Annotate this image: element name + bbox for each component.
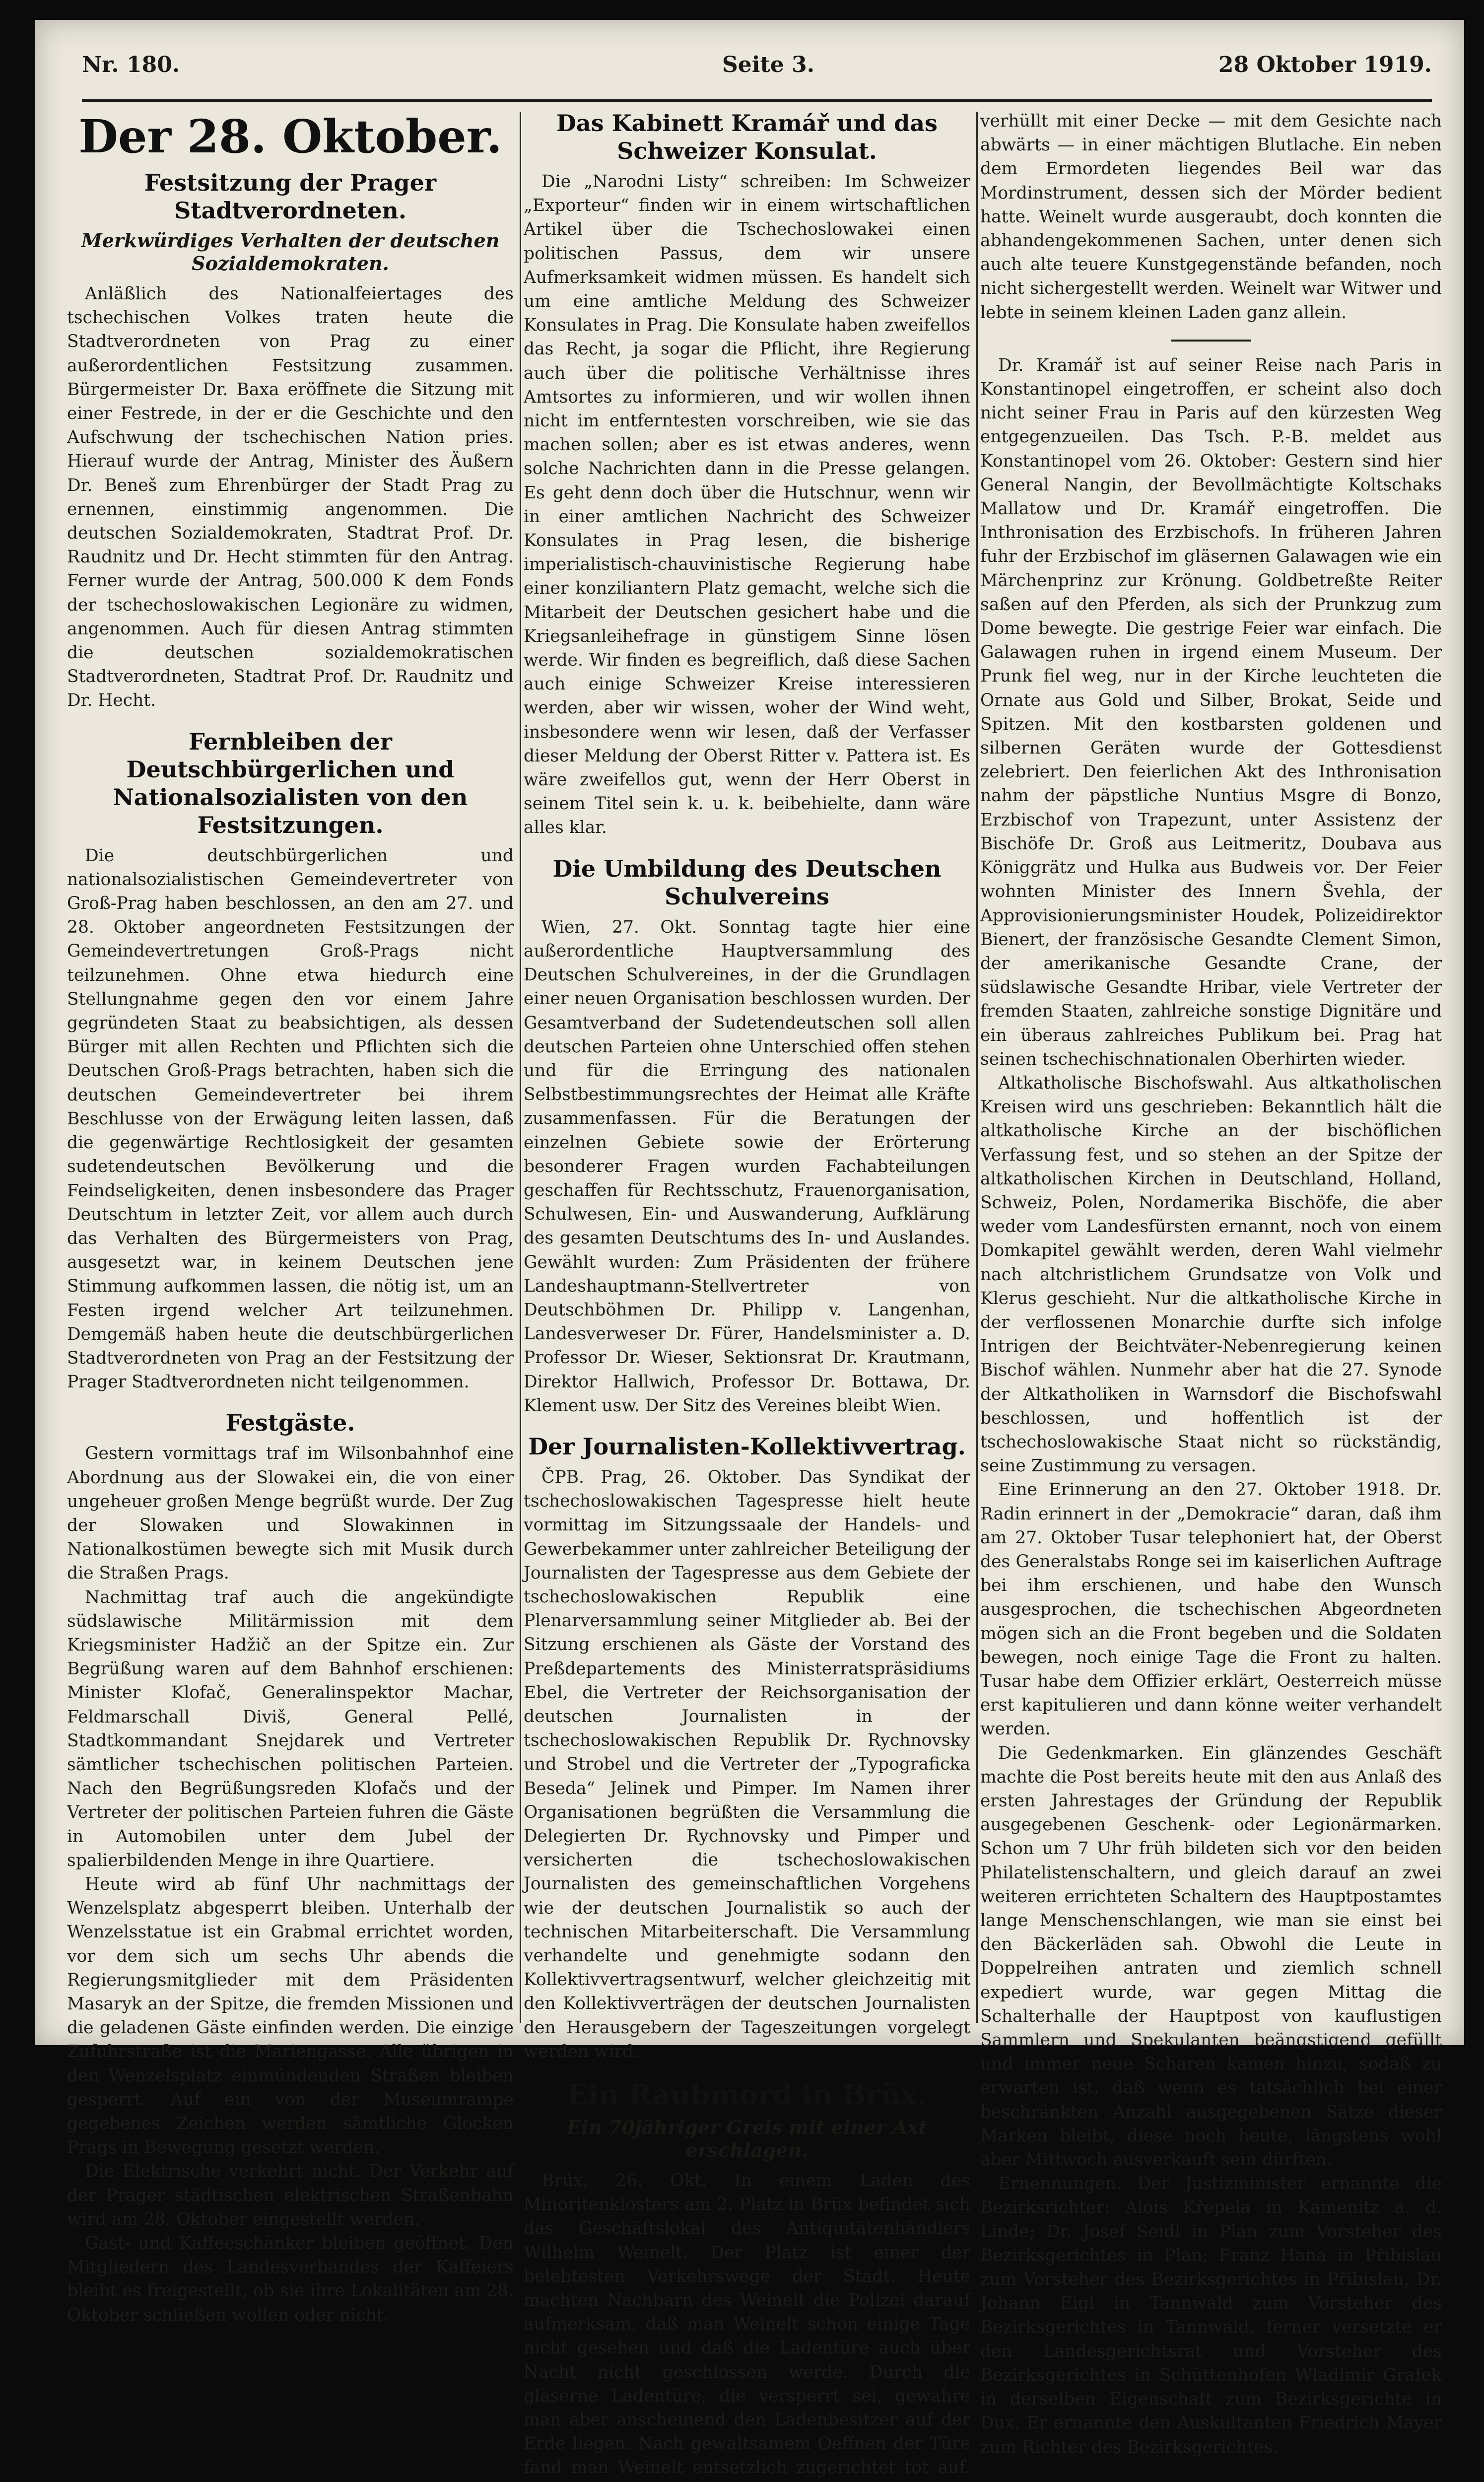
article-body: ČPB. Prag, 26. Oktober. Das Syndikat der tschechoslowakischen Tagespresse hielt heute vormittag im Sitzungssaale der Handels- und Gewerbekammer unter zahlreicher Beteiligung der Journalisten der Tagespresse aus dem Gebiete der tschechoslowakischen Republik eine Plenarversammlung seiner Mitglieder ab. Bei der Sitzung erschienen als Gäste der Vorstand des Preßdepartements des Ministerratspräsidiums Ebel, die Vertreter der Reichsorganisation der deutschen Journalisten in der tschechoslowakischen Republik Dr. Rychnovsky und Strobel und die Vertreter der „Typograficka Beseda“ Jelinek und Pimper. Im Namen ihrer Organisationen begrüßten die Versammlung die Delegierten Dr. Rychnovsky und Pimper und versicherten die tschechoslowakischen Journalisten des gemeinschaftlichen Vorgehens wie der deutschen Journalistik so auch der technischen Mitarbeiterschaft. Die Versammlung verhandelte und genehmigte sodann den Kollektivvertragsentwurf, welcher gleichzeitig mit den Kollektivverträgen der deutschen Journalisten den Herausgebern der Tageszeitungen vorgelegt werden wird.: [524, 1467, 970, 2062]
article-kabinett-kramar: [524, 109, 970, 840]
article-body: Anläßlich des Nationalfeiertages des tschechischen Volkes traten heute die Stadtverordneten von Prag zu einer außerordentlichen Festsitzung zusammen. Bürgermeister Dr. Baxa eröffnete die Sitzung mit einer Festrede, in der er die Geschichte und den Aufschwung der tschechischen Nation pries. Hierauf wurde der Antrag, Minister des Äußern Dr. Beneš zum Ehrenbürger der Stadt Prag zu ernennen, einstimmig angenommen. Die deutschen Sozialdemokraten, Stadtrat Prof. Dr. Raudnitz und Dr. Hecht stimmten für den Antrag. Ferner wurde der Antrag, 500.000 K dem Fonds der tschechoslowakischen Legionäre zu widmen, angenommen. Auch für diesen Antrag stimmten die deutschen sozialdemokratischen Stadtverordneten, Stadtrat Prof. Dr. Raudnitz und Dr. Hecht.: [67, 284, 514, 711]
column-1: [67, 109, 514, 2325]
article-title: Das Kabinett Kramář und das Schweizer Konsulat.: [556, 110, 938, 164]
article-body: Die deutschbürgerlichen und nationalsozialistischen Gemeindevertreter von Groß-Prag haben beschlossen, an den am 27. und 28. Oktober angeordneten Festsitzungen der Gemeindevertretungen Groß-Prags nicht teilzunehmen. Ohne etwa hiedurch eine Stellungnahme gegen den vor einem Jahre gegründeten Staat zu beabsichtigen, als dessen Bürger mit allen Rechten und Pflichten sich die Deutschen Groß-Prags betrachten, haben sich die deutschen Gemeindevertreter bei ihrem Beschlusse von der Erwägung leiten lassen, daß die gegenwärtige Rechtlosigkeit der gesamten sudetendeutschen Bevölkerung und die Feindseligkeiten, denen insbesondere das Prager Deutschtum in letzter Zeit, vor allem auch durch das Verhalten des Bürgermeisters von Prag, ausgesetzt war, in keinem Deutschen jene Stimmung aufkommen lassen, die nötig ist, um an Festen irgend welcher Art teilzunehmen. Demgemäß haben heute die deutschbürgerlichen Stadtverordneten von Prag an der Festsitzung der Prager Stadtverordneten nicht teilgenommen.: [67, 845, 514, 1392]
article-body: verhüllt mit einer Decke — mit dem Gesichte nach abwärts — in einer mächtigen Blutlache. Ein neben dem Ermordeten liegendes Beil war das Mordinstrument, dessen sich der Mörder bedient hatte. Weinelt wurde ausgeraubt, doch konnten die abhandengekommenen Sachen, unter denen sich auch alte teuere Kunstgegenstände befanden, noch nicht sichergestellt werden. Weinelt war Witwer und lebte in seinem kleinen Laden ganz allein.: [980, 111, 1442, 323]
article-title: Der 28. Oktober.: [78, 110, 502, 163]
paragraph: Gestern vormittags traf im Wilsonbahnhof eine Abordnung aus der Slowakei ein, die von einer ungeheuer großen Menge begrüßt wurde. Der Zug der Slowaken und Slowakinnen in Nationalkostümen bewegte sich mit Musik durch die Straßen Prags.: [67, 1444, 514, 1584]
article-title: Der Journalisten-Kollektivvertrag.: [528, 1433, 966, 1460]
paragraph: Ernennungen. Der Justizminister ernannte die Bezirksrichter: Alois Křepela in Kamenitz a. d. Linde; Dr. Josef Seidl in Plan zum Vorsteher des Bezirksgerichtes in Plan; Franz Hana in Přibislau zum Vorsteher des Bezirksgerichtes in Přibislau, Dr. Johann Eigl in Tannwald zum Vorsteher des Bezirksgerichtes in Tannwald, ferner versetzte er den Landesgerichtsrat und Vorsteher des Bezirksgerichtes in Schüttenhofen Wladimir Grafek in derselben Eigenschaft zum Bezirksgerichte in Dux. Er ernannte den Auskultanten Friedrich Mayer zum Richter des Bezirksgerichtes.: [980, 2174, 1442, 2457]
issue-number: Nr. 180.: [82, 52, 180, 77]
article-schulverein: [524, 855, 970, 1418]
paragraph: Die Gedenkmarken. Ein glänzendes Geschäft machte die Post bereits heute mit den aus Anlaß des ersten Jahrestages der Gründung der Republik ausgegebenen Geschenk- oder Legionärmarken. Schon um 7 Uhr früh bildeten sich vor den beiden Philatelistenschaltern, und gleich darauf an zwei weiteren errichteten Schaltern des Hauptpostamtes lange Menschenschlangen, wie man sie einst bei den Bäckerläden sah. Obwohl die Leute in Doppelreihen antraten und ziemlich schnell expediert wurde, war gegen Mittag die Schalterhalle der Hauptpost von kauflustigen Sammlern und Spekulanten beängstigend gefüllt und immer neue Scharen kamen hinzu, sodaß zu erwarten ist, daß wenn es tatsächlich bei einer beschränkten Anzahl ausgegebenen Sätze dieser Marken bleibt, diese noch heute, längstens wohl aber Mittwoch ausverkauft sein dürften.: [980, 1743, 1442, 2170]
article-journalisten: [524, 1433, 970, 2064]
section-divider: [1171, 340, 1251, 342]
article-body: Wien, 27. Okt. Sonntag tagte hier eine außerordentliche Hauptversammlung des Deutschen Schulvereines, in der die Grundlagen einer neuen Organisation beschlossen wurden. Der Gesamtverband der Sudetendeutschen soll allen deutschen Parteien ohne Unterschied offen stehen und für die Erringung des nationalen Selbstbestimmungsrechtes der Heimat alle Kräfte zusammenfassen. Für die Beratungen der einzelnen Gebiete sowie der Erörterung besonderer Fragen wurden Fachabteilungen geschaffen für Rechtsschutz, Frauenorganisation, Schulwesen, Ein- und Auswanderung, Aufklärung des gesamten Deutschtums des In- und Auslandes. Gewählt wurden: Zum Präsidenten der frühere Landeshauptmann-Stellvertreter von Deutschböhmen Dr. Philipp v. Langenhan, Landesverweser Dr. Fürer, Handelsminister a. D. Professor Dr. Wieser, Sektionsrat Dr. Krautmann, Direktor Hallwich, Professor Dr. Bottawa, Dr. Klement usw. Der Sitz des Vereines bleibt Wien.: [524, 917, 970, 1416]
paragraph: Eine Erinnerung an den 27. Oktober 1918. Dr. Radin erinnert in der „Demokracie“ daran, daß ihm am 27. Oktober Tusar telephoniert hat, der Oberst des Generalstabs Ronge sei im kaiserlichen Auftrage bei ihm erschienen, und habe den Wunsch ausgesprochen, die tschechischen Abgeordneten mögen sich an die Front begeben und die Soldaten bewegen, noch einige Tage die Front zu halten. Tusar habe dem Offizier erklärt, Oesterreich müsse erst kapitulieren und dann könne weiter verhandelt werden.: [980, 1480, 1442, 1739]
header-rule: [82, 99, 1432, 102]
article-title: Fernbleiben der Deutschbürgerlichen und Nationalsozialisten von den Festsitzungen.: [113, 728, 468, 838]
article-festgaeste: [67, 1409, 514, 2327]
column-2: [524, 109, 970, 2478]
page-number: Seite 3.: [722, 52, 815, 77]
article-title: Ein Raubmord in Brüx.: [567, 2078, 927, 2112]
paragraph: Altkatholische Bischofswahl. Aus altkatholischen Kreisen wird uns geschrieben: Bekanntlich hält die altkatholische Kirche an der bischöflichen Verfassung fest, und so stehen an der Spitze der altkatholischen Kirchen in Deutschland, Holland, Schweiz, Polen, Nordamerika Bischöfe, die aber weder vom Landesfürsten ernannt, noch von einem Domkapitel gewählt werden, deren Wahl vielmehr nach altchristlichem Grundsatze von Volk und Klerus geschieht. Nur die altkatholische Kirche in der verflossenen Monarchie durfte sich infolge Intrigen der Beichtväter-Nebenregierung keinen Bischof wählen. Nunmehr aber hat die 27. Synode der Altkatholiken in Warnsdorf die Bischofswahl beschlossen, und hoffentlich ist der tschechoslowakische Staat nicht so rückständig, seine Zustimmung zu versagen.: [980, 1073, 1442, 1476]
column-3: [980, 109, 1442, 2457]
article-body: Brüx, 26. Okt. In einem Laden des Minoritenklosters am 2. Platz in Brüx befindet sich das Geschäftslokal des Antiquitätenhändlers Wilhelm Weinelt. Der Platz ist einer der belebtesten Verkehrswege der Stadt. Heute machten Nachbarn des Weinelt die Polizei darauf aufmerksam, daß man Weinelt schon einige Tage nicht gesehen und daß die Ladentüre auch über Nacht nicht geschlossen werde. Durch die gläserne Ladentüre, die versperrt sei, gewahre man aber anscheinend den Ladenbesitzer auf der Erde liegen. Nach gewaltsamem Oeffnen der Türe fand man Weinelt entsetzlich zugerichtet tot auf.: [524, 2171, 970, 2478]
paragraph: Dr. Kramář ist auf seiner Reise nach Paris in Konstantinopel eingetroffen, er scheint also doch nicht seiner Frau in Paris auf den kürzesten Weg entgegenzueilen. Das Tsch. P.-B. meldet aus Konstantinopel vom 26. Oktober: Gestern sind hier General Nangin, der Bevollmächtigte Koltschaks Mallatow und Dr. Kramář eingetroffen. Die Inthronisation des Erzbischofs. In früheren Jahren fuhr der Erzbischof im gläsernen Galawagen wie ein Märchenprinz zur Krönung. Goldbetreßte Reiter saßen auf den Pferden, als sich der Prunkzug zum Dome bewegte. Die gestrige Feier war einfach. Die Galawagen ruhen in irgend einem Museum. Der Prunk fiel weg, nur in der Kirche leuchteten die Ornate aus Gold und Silber, Brokat, Seide und Spitzen. Mit den kostbarsten goldenen und silbernen Geräten wurde der Gottesdienst zelebriert. Den feierlichen Akt des Inthronisation nahm der päpstliche Nuntius Msgre di Bonzo, Erzbischof von Trapezunt, unter Assistenz der Bischöfe Dr. Groß aus Leitmeritz, Doubava aus Königgrätz und Hulka aus Budweis vor. Der Feier wohnten Minister des Innern Švehla, der Approvisionierungsminister Houdek, Polizeidirektor Bienert, der französische Gesandte Clement Simon, der amerikanische Gesandte Crane, der südslawische Gesandte Hribar, viele Vertreter der fremden Staaten, zahlreiche sonstige Dignitäre und ein überaus zahlreiches Publikum bei. Prag hat seinen tschechischnationalen Oberhirten wieder.: [980, 355, 1442, 1069]
newspaper-page: [35, 20, 1464, 2478]
news-briefs: [980, 353, 1442, 2459]
issue-date: 28 Oktober 1919.: [1218, 52, 1432, 77]
article-raubmord-continued: [980, 109, 1442, 325]
column-divider: [520, 112, 521, 2023]
article-fernbleiben: [67, 728, 514, 1394]
article-title: Festgäste.: [225, 1409, 355, 1437]
paragraph: Heute wird ab fünf Uhr nachmittags der Wenzelsplatz abgesperrt bleiben. Unterhalb der Wenzelsstatue ist ein Grabmal errichtet worden, vor dem sich um sechs Uhr abends die Regierungsmitglieder mit dem Präsidenten Masaryk an der Spitze, die fremden Missionen und die geladenen Gäste einfinden werden. Die einzige Zufuhrstraße ist die Mariengasse. Alle übrigen in den Wenzelsplatz einmündenden Straßen bleiben gesperrt. Auf ein von der Museumrampe gegebenes Zeichen werden sämtliche Glocken Prags in Bewegung gesetzt werden.: [67, 1874, 514, 2158]
article-body: Die „Narodni Listy“ schreiben: Im Schweizer „Exporteur“ finden wir in einem wirtschaftlichen Artikel über die Tschechoslowakei einen politischen Passus, dem wir unsere Aufmerksamkeit widmen müssen. Es handelt sich um eine amtliche Meldung des Schweizer Konsulates in Prag. Die Konsulate haben zweifellos das Recht, ja sogar die Pflicht, ihre Regierung auch über die politische Verhältnisse ihres Amtsortes zu informieren, und wir wollen ihnen nicht im entferntesten vorschreiben, wie sie das machen sollen; aber es ist etwas anderes, wenn solche Nachrichten dann in die Presse gelangen. Es geht denn doch über die Hutschnur, wenn wir in einer amtlichen Nachricht des Schweizer Konsulates in Prag lesen, die bisherige imperialistisch-chauvinistische Regierung habe einer konziliantern Platz gemacht, welche sich die Mitarbeit der Deutschen gesichert habe und die Kriegsanleihefrage in günstigem Sinne lösen werde. Wir finden es begreiflich, daß diese Sachen auch einige Schweizer Kreise interessieren werden, aber wir wissen, woher der Wind weht, insbesondere wenn wir lesen, daß der Verfasser dieser Meldung der Oberst Ritter v. Pattera ist. Es wäre zweifellos gut, wenn der Herr Oberst in seinem Titel sein k. u. k. beibehielte, dann wäre alles klar.: [524, 172, 970, 838]
article-raubmord: [524, 2078, 970, 2482]
paragraph: Nachmittag traf auch die angekündigte südslawische Militärmission mit dem Kriegsminister Hadžič an der Spitze ein. Zur Begrüßung waren auf dem Bahnhof erschienen: Minister Klofač, Generalinspektor Machar, Feldmarschall Diviš, General Pellé, Stadtkommandant Snejdarek und Vertreter sämtlicher tschechischen politischen Parteien. Nach den Begrüßungsreden Klofačs und der Vertreter der politischen Parteien fuhren die Gäste in Automobilen unter dem Jubel der spalierbildenden Menge in ihre Quartiere.: [67, 1587, 514, 1870]
article-der-28-oktober: [67, 109, 514, 713]
article-subtitle: Festsitzung der Prager Stadtverordneten.: [144, 169, 437, 224]
article-deck: Ein 70jähriger Greis mit einer Axt erschlagen.: [566, 2116, 928, 2162]
column-divider: [976, 112, 978, 2023]
paragraph: Die Elektrische verkehrt nicht. Der Verkehr auf der Prager städtischen elektrischen Straßenbahn wird am 28. Oktober eingestellt werden.: [67, 2161, 514, 2229]
article-title: Die Umbildung des Deutschen Schulvereins: [552, 855, 942, 910]
paragraph: Gast- und Kaffeeschänker bleiben geöffnet. Den Mitgliedern des Landesverbandes der Kaffeiers bleibt es freigestellt, ob sie ihre Lokalitäten am 28. Oktober schließen wollen oder nicht.: [67, 2233, 514, 2325]
page-header: [82, 52, 1432, 97]
article-deck: Merkwürdiges Verhalten der deutschen Sozialdemokraten.: [81, 229, 500, 275]
